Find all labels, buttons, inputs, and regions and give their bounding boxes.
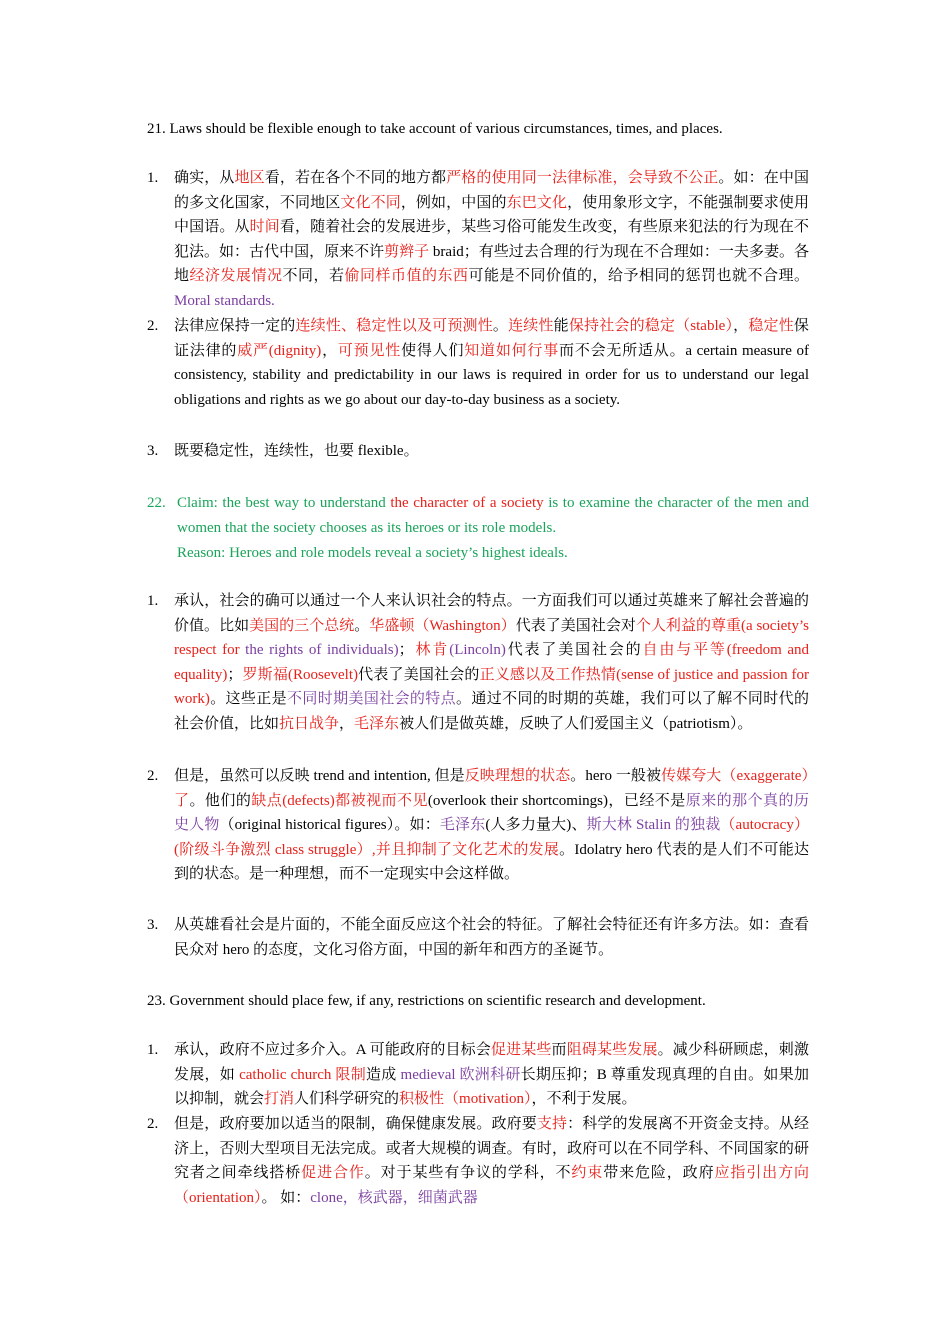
reason-text: Reason: Heroes and role models reveal a society’s highest ideals. — [177, 545, 568, 561]
text-segment: 。这些正是 — [209, 691, 288, 708]
text-segment: 保证法律的 — [174, 318, 809, 359]
item-text — [174, 166, 809, 314]
highlight-red-text: 促进某些 — [490, 1042, 552, 1058]
highlight-purple-text: 不同时期美国社会的特点 — [287, 691, 457, 708]
text-segment: 不同，若 — [282, 268, 345, 285]
claim-text — [177, 491, 809, 541]
text-segment: 而 — [551, 1042, 567, 1058]
highlight-red-text: 支持 — [536, 1116, 568, 1132]
text-segment: 代表了美国社会的 — [358, 666, 480, 683]
highlight-red-text: （autocracy）(阶级斗争激烈 class struggle）,并且抑制了文化艺术的发展 — [174, 817, 809, 858]
text-segment: ， — [339, 715, 355, 732]
text-segment: 而不会无所适从。a certain measure of consistency, stability and predictability in our laws is required in order for us to understand our legal obligations and rights as we go about our day-to-day business as a society. — [174, 342, 809, 408]
text-segment: 。 如： — [261, 1189, 311, 1206]
text-segment: 。他们的 — [189, 792, 252, 809]
text-segment: 长期压抑；B 尊重发现真理的自由。如果加以抑制，就会 — [174, 1066, 809, 1108]
item-text — [174, 439, 809, 464]
section-23-item-2 — [147, 1112, 809, 1210]
text-segment: ，使用象形文字，不能强制要求使用中国语。从 — [174, 194, 809, 236]
highlight-red-text: 约束 — [571, 1165, 604, 1182]
item-number: 2. — [147, 1116, 159, 1132]
text-segment: 但是，虽然可以反映 trend and intention, 但是 — [174, 768, 465, 784]
highlight-red-text: 知道如何行事 — [464, 342, 560, 359]
text-segment: ，不利于发展。 — [531, 1091, 637, 1108]
highlight-red-text: 地区 — [234, 170, 265, 186]
text-segment: 使得人们 — [401, 342, 465, 359]
section-23-item-1 — [147, 1038, 809, 1112]
text-segment: 。Idolatry hero 代表的是人们不可能达到的状态。是一种理想，而不一定现实中会这样做。 — [174, 841, 810, 883]
text-segment: 人们科学研究的 — [294, 1091, 400, 1108]
highlight-red-text: 经济发展情况 — [189, 268, 283, 285]
highlight-red-text: 时间 — [249, 219, 280, 236]
text-segment: braid；有些过去合理的行为现在不合理如：一夫多妻。各地 — [174, 243, 809, 285]
text-segment: 代表了美国社会的 — [505, 642, 643, 659]
item-number: 1. — [147, 170, 159, 186]
section-22-item-2 — [147, 764, 809, 887]
text-segment: 。如：在中国的多文化国家，不同地区 — [174, 170, 809, 211]
item-text — [174, 314, 809, 412]
highlight-red-text: 林肯 — [413, 642, 450, 659]
item-text — [174, 589, 809, 737]
text-segment: 但是，政府要加以适当的限制，确保健康发展。政府要 — [174, 1116, 537, 1132]
item-number: 2. — [147, 318, 159, 334]
text-segment: (人多力量大)、 — [485, 817, 587, 834]
text-segment: 承认，社会的确可以通过一个人来认识社会的特点。一方面我们可以通过英雄来了解社会普遍的价值。比如 — [174, 593, 809, 634]
highlight-red-text: 可预见性 — [337, 342, 402, 359]
item-number: 1. — [147, 593, 159, 609]
highlight-purple-text: Moral standards. — [174, 292, 275, 309]
text-segment: 。 — [492, 318, 509, 334]
text-segment: 。对于某些有争议的学科，不 — [364, 1165, 572, 1182]
text-segment: 从英雄看社会是片面的，不能全面反应这个社会的特征。了解社会特征还有许多方法。如：查看民众对 hero 的态度，文化习俗方面，中国的新年和西方的圣诞节。 — [174, 917, 809, 958]
highlight-green-text: Claim: the best way to understand — [177, 495, 391, 511]
highlight-red-text: 传媒夸大（exaggerate）了 — [174, 768, 809, 809]
highlight-red-text: catholic church 限制 — [239, 1066, 366, 1083]
section-22-item-1 — [147, 589, 809, 737]
highlight-red-text: 罗斯福(Roosevelt) — [242, 666, 359, 683]
highlight-red-text: 东巴文化 — [506, 194, 568, 211]
highlight-red-text: 缺点(defects)都被视而不见 — [251, 792, 428, 809]
section-22-number: 22. — [147, 495, 166, 511]
text-segment: 。hero 一般被 — [570, 768, 662, 784]
highlight-green-text: is to examine the character of the men and women that the society chooses as its heroes or its role models. — [177, 495, 809, 536]
highlight-red-text: 文化不同 — [340, 194, 401, 211]
text-segment: 代表了美国社会对 — [515, 617, 636, 634]
text-segment: 被人们是做英雄，反映了人们爱国主义（patriotism）。 — [399, 715, 753, 732]
text-segment: 带来危险，政府 — [603, 1165, 715, 1182]
highlight-red-text: 打消 — [264, 1091, 295, 1108]
text-segment: 确实，从 — [174, 170, 235, 186]
highlight-red-text: 威严(dignity) — [237, 342, 322, 359]
section-22-item-3 — [147, 913, 809, 962]
highlight-red-text: 自由与平等(freedom and equality) — [174, 642, 809, 683]
item-number: 2. — [147, 768, 159, 784]
highlight-purple-text: the rights of individuals) — [245, 642, 399, 659]
item-text — [174, 764, 809, 887]
highlight-red-text: 剪辫子 — [384, 243, 430, 260]
highlight-purple-text: 原来的那个真的历史人物 — [174, 792, 809, 834]
highlight-red-text: 积极性（motivation） — [399, 1091, 532, 1108]
text-segment: 可能是不同价值的，给予相同的惩罚也就不合理。 — [468, 268, 809, 285]
highlight-red-text: 偷同样币值的东西 — [344, 268, 469, 285]
text-segment: ：科学的发展离不开资金支持。从经济上，否则大型项目无法完成。或者大规模的调查。有时，政府可以在不同学科、不同国家的研究者之间牵线搭桥 — [174, 1116, 809, 1182]
highlight-purple-text: medieval 欧洲科研 — [400, 1066, 521, 1083]
item-number: 1. — [147, 1042, 159, 1058]
section-21-item-3 — [147, 439, 809, 464]
highlight-red-text: 连续性 — [508, 318, 554, 334]
item-number: 3. — [147, 917, 159, 933]
highlight-red-text: 美国的三个总统 — [249, 617, 355, 634]
text-segment: 。减少科研顾虑，刺激发展，如 — [174, 1042, 809, 1083]
text-segment: 能 — [553, 318, 569, 334]
text-segment: 法律应保持一定的 — [174, 318, 296, 334]
section-21-heading: 21. Laws should be flexible enough to take account of various circumstances, times, and places. — [147, 121, 723, 137]
highlight-purple-text: 斯大林 Stalin 的独裁 — [586, 817, 721, 834]
highlight-red-text: 个人利益的尊重(a society’s respect for — [174, 617, 809, 659]
text-segment: 承认，政府不应过多介入。A 可能政府的目标会 — [174, 1042, 491, 1058]
highlight-red-text: 阻碍某些发展 — [566, 1042, 658, 1058]
text-segment: ， — [733, 318, 749, 334]
section-21-item-2 — [147, 314, 809, 412]
highlight-red-text: 严格的使用同一法律标准，会导致不公正 — [446, 170, 719, 186]
highlight-red-text: 稳定性 — [748, 318, 794, 334]
section-21-item-1 — [147, 166, 809, 314]
item-number: 3. — [147, 443, 159, 459]
item-text — [174, 1038, 809, 1112]
highlight-red-text: 华盛顿（Washington） — [369, 617, 516, 634]
item-text — [174, 913, 809, 962]
highlight-red-text: 毛泽东 — [354, 715, 400, 732]
highlight-red-text: 连续性、稳定性以及可预测性 — [295, 318, 493, 334]
text-segment: 。 — [354, 617, 370, 634]
text-segment: ，例如，中国的 — [400, 194, 507, 211]
text-segment: 造成 — [365, 1066, 401, 1083]
highlight-red-text: the character of a society — [390, 495, 544, 511]
text-segment: （original historical figures）。如： — [219, 817, 440, 834]
item-text — [174, 1112, 809, 1210]
section-23-heading: 23. Government should place few, if any, restrictions on scientific research and development. — [147, 993, 706, 1009]
text-segment: 。通过不同的时期的英雄，我们可以了解不同时代的社会价值，比如 — [174, 691, 809, 732]
text-segment: ； — [398, 642, 414, 659]
highlight-purple-text: 毛泽东 — [439, 817, 486, 834]
highlight-purple-text: clone，核武器，细菌武器 — [310, 1189, 478, 1206]
highlight-red-text: 促进合作 — [301, 1165, 365, 1182]
highlight-red-text: 抗日战争 — [279, 715, 340, 732]
text-segment: 看，若在各个不同的地方都 — [264, 170, 447, 186]
highlight-red-text: 反映理想的状态 — [464, 768, 571, 784]
section-22-claim — [147, 491, 809, 566]
highlight-red-text: 应指引出方向（orientation） — [174, 1165, 809, 1206]
highlight-red-text: 正义感以及工作热情(sense of justice and passion for work) — [174, 666, 809, 708]
text-segment: (overlook their shortcomings)，已经不是 — [427, 792, 686, 809]
text-segment: ； — [227, 666, 243, 683]
text-segment: ， — [321, 342, 338, 359]
text-segment: 看，随着社会的发展进步，某些习俗可能发生改变，有些原来犯法的行为现在不犯法。如：古代中国，原来不许 — [174, 219, 809, 260]
text-segment: 既要稳定性，连续性，也要 flexible。 — [174, 443, 419, 459]
highlight-purple-text: (Lincoln) — [449, 642, 506, 659]
highlight-red-text: 保持社会的稳定（stable） — [568, 318, 734, 334]
